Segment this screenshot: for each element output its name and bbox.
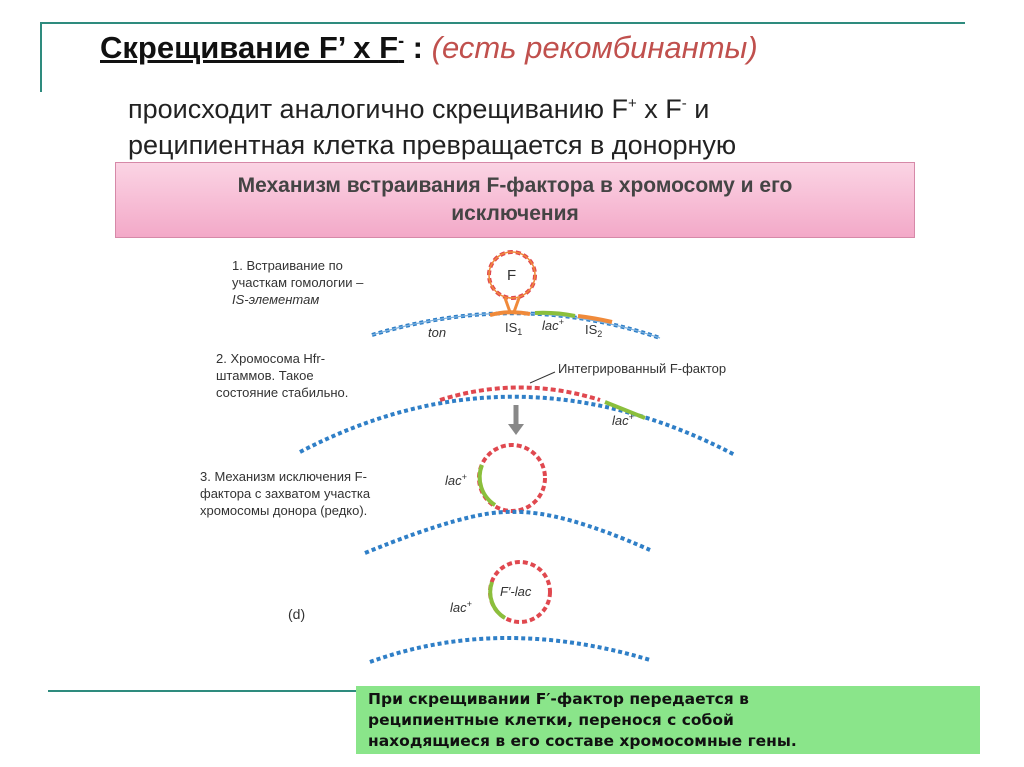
- f-prime-label: F′-lac: [500, 584, 532, 599]
- title-main: Скрещивание F’ x F-: [100, 30, 405, 65]
- is1-label: $IS_1$: [505, 320, 523, 337]
- subtitle: [128, 86, 736, 163]
- banner-line-1: Механизм встраивания F-фактора в хромосому и его: [237, 174, 793, 197]
- frame-top-line: [40, 22, 965, 24]
- chromosome-4: [370, 638, 650, 662]
- panel-label: (d): [288, 606, 306, 622]
- banner-line-2: исключения: [451, 202, 579, 225]
- lac-label-2: lac+: [612, 412, 634, 428]
- is2-label: $IS_2$: [585, 322, 603, 339]
- step-2-text: 2. Хромосома Hfr- штаммов. Такое состояние стабильно.: [216, 351, 349, 400]
- integrated-f-segment: [440, 388, 600, 401]
- integrated-pointer: [530, 372, 555, 383]
- plasmid-f-label: F: [507, 267, 517, 284]
- subtitle-line-2: реципиентная клетка превращается в донорную: [128, 130, 737, 160]
- lac-label-3: lac+: [445, 472, 467, 488]
- step-3-text: 3. Механизм исключения F- фактора с захватом участка хромосомы донора (редко).: [200, 469, 371, 518]
- lac-loop-segment: [480, 465, 495, 505]
- slide-title: [100, 30, 758, 66]
- title-separator: :: [404, 30, 432, 65]
- step-1-text: 1. Встраивание по участкам гомологии – IS-элементам: [232, 258, 364, 307]
- plasmid-attach-strands: [505, 298, 519, 312]
- frame-bottom-line: [48, 690, 368, 692]
- down-arrow-head-icon: [508, 424, 524, 435]
- conclusion-box: При скрещивании F′-фактор передается в реципиентные клетки, перенося с собой находящиеся в его составе хромосомные гены.: [356, 686, 980, 754]
- frame-left-line: [40, 22, 42, 92]
- ton-label: ton: [428, 325, 447, 340]
- f-factor-diagram: [290, 240, 750, 670]
- title-note: (есть рекомбинанты): [431, 30, 758, 65]
- chromosome-3: [365, 512, 650, 553]
- lac-label-1: lac+: [542, 317, 564, 333]
- subtitle-line-1: происходит аналогично скрещиванию F+ x F- и: [128, 94, 710, 124]
- mechanism-banner: [115, 162, 915, 238]
- integrated-f-label: Интегрированный F-фактор: [558, 361, 727, 376]
- lac-label-4: lac+: [450, 599, 472, 615]
